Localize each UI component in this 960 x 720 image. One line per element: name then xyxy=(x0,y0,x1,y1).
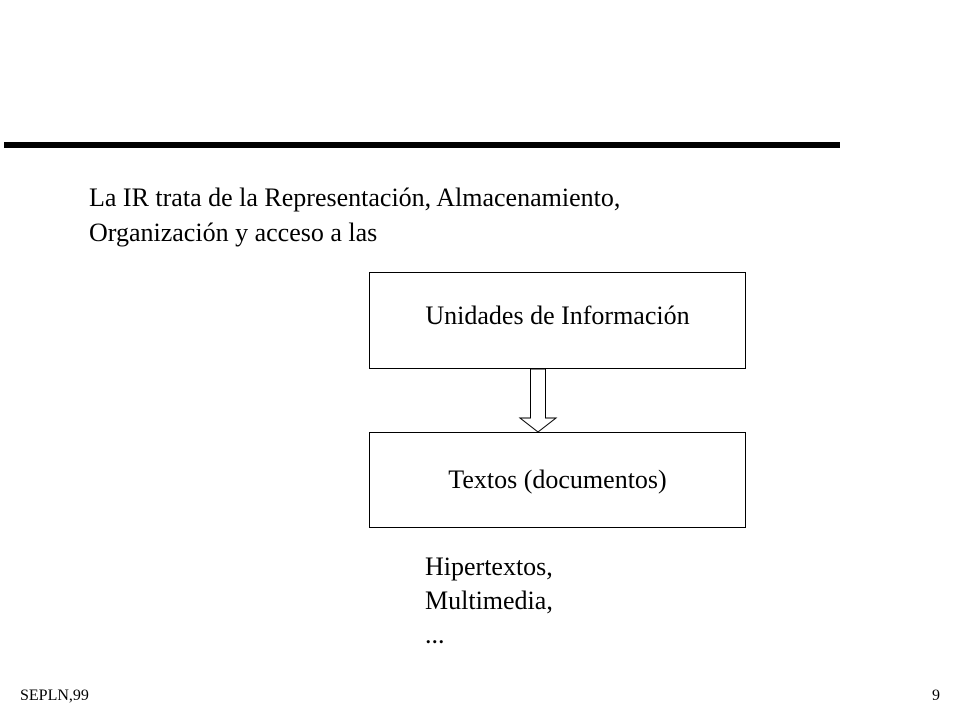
more-list xyxy=(425,550,553,652)
information-units-box: Unidades de Información xyxy=(369,272,746,369)
intro-text xyxy=(89,180,849,250)
list-item: ... xyxy=(425,620,445,649)
footer-source: SEPLN,99 xyxy=(20,687,89,704)
intro-line-2: Organización y acceso a las xyxy=(89,218,378,247)
list-item: Hipertextos, xyxy=(425,552,553,581)
title-rule xyxy=(4,142,840,148)
down-arrow-icon xyxy=(518,369,558,433)
texts-box: Textos (documentos) xyxy=(369,432,746,528)
intro-line-1: La IR trata de la Representación, Almacenamiento, xyxy=(89,183,621,212)
list-item: Multimedia, xyxy=(425,586,553,615)
page-number: 9 xyxy=(932,687,940,704)
